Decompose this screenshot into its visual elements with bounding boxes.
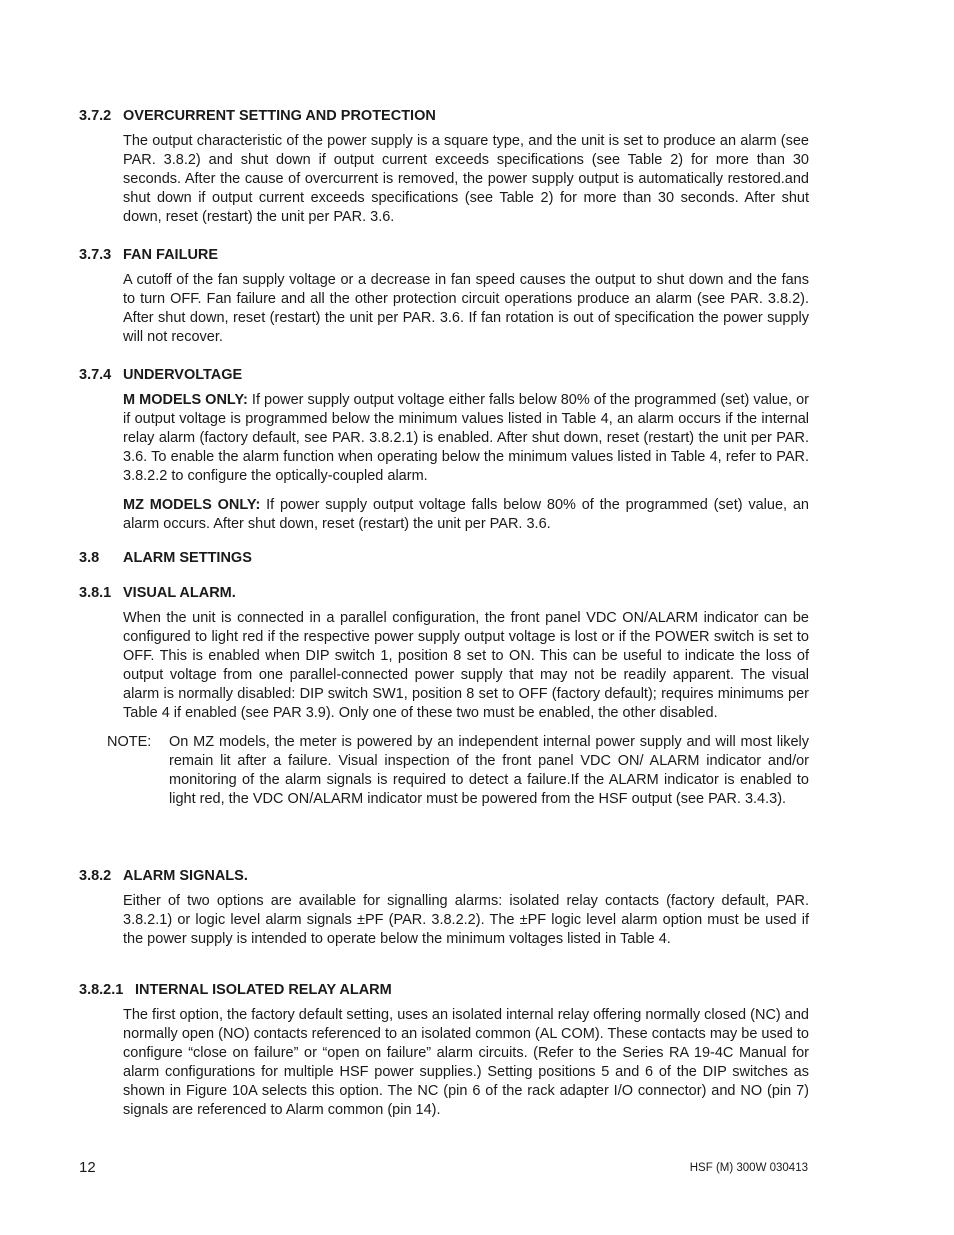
section-number: 3.7.2 — [79, 108, 112, 124]
section-body — [123, 132, 809, 227]
section-undervoltage — [79, 366, 809, 534]
section-heading — [79, 584, 809, 603]
note-text: On MZ models, the meter is powered by an independent internal power supply and will most likely remain lit after a failure. Visual inspection of the front panel VDC ON/ ALARM indicator and/or monitoring of the alarm signals is required to detect a failure.If the ALARM indicator is enabled to light red, the VDC ON/ALARM indicator must be powered from the HSF output (see PAR. 3.4.3). — [169, 734, 809, 807]
section-heading — [79, 246, 809, 265]
section-body — [123, 391, 809, 534]
paragraph-mz-models — [123, 496, 809, 534]
paragraph: Either of two options are available for signalling alarms: isolated relay contacts (factory default, PAR. 3.8.2.1) or logic level alarm signals ±PF (PAR. 3.8.2.2). The ±PF logic level alarm option must be used if the power supply is intended to operate below the minimum voltages listed in Table 4. — [123, 893, 809, 947]
section-title: UNDERVOLTAGE — [123, 367, 243, 383]
page-number: 12 — [79, 1159, 96, 1176]
section-number: 3.8.1 — [79, 585, 112, 601]
section-heading — [79, 549, 809, 568]
lead-m-models: M MODELS ONLY: — [123, 392, 248, 408]
section-number: 3.7.3 — [79, 247, 112, 263]
section-heading — [79, 981, 809, 1000]
section-internal-relay-alarm — [79, 981, 809, 1120]
document-code: HSF (M) 300W 030413 — [689, 1162, 808, 1174]
paragraph: The first option, the factory default setting, uses an isolated internal relay offering normally closed (NC) and normally open (NO) contacts referenced to an isolated common (AL COM). These contacts may be used to configure “close on failure” or “open on failure” alarm circuits. (Refer to the Series RA 19-4C Manual for alarm configurations for multiple HSF power supplies.) Setting positions 5 and 6 of the DIP switches as shown in Figure 10A selects this option. The NC (pin 6 of the rack adapter I/O connector) and NO (pin 7) signals are referenced to Alarm common (pin 14). — [123, 1007, 809, 1118]
section-title: INTERNAL ISOLATED RELAY ALARM — [135, 982, 392, 998]
section-fan-failure — [79, 246, 809, 347]
section-body — [123, 609, 809, 723]
section-number: 3.8.2.1 — [79, 982, 124, 998]
section-number: 3.8.2 — [79, 868, 112, 884]
section-overcurrent — [79, 107, 809, 227]
section-heading — [79, 867, 809, 886]
paragraph: A cutoff of the fan supply voltage or a decrease in fan speed causes the output to shut down and the fans to turn OFF. Fan failure and all the other protection circuit operations produce an alarm (see PAR. 3.8.2). After shut down, reset (restart) the unit per PAR. 3.6. If fan rotation is out of specification the power supply will not recover. — [123, 272, 809, 345]
paragraph: When the unit is connected in a parallel configuration, the front panel VDC ON/ALARM indicator can be configured to light red if the respective power supply output voltage is lost or if the POWER switch is set to OFF. This is enabled when DIP switch 1, position 8 set to ON. This can be useful to indicate the loss of output voltage from one parallel-connected power supply that may not be readily apparent. The visual alarm is normally disabled: DIP switch SW1, position 8 set to OFF (factory default); requires minimums per Table 4 if enabled (see PAR 3.9). Only one of these two must be enabled, the other disabled. — [123, 610, 809, 721]
section-number: 3.7.4 — [79, 367, 112, 383]
section-title: ALARM SETTINGS — [123, 550, 252, 566]
section-visual-alarm — [79, 584, 809, 809]
paragraph-m-models — [123, 391, 809, 486]
section-number: 3.8 — [79, 550, 100, 566]
section-alarm-settings — [79, 549, 809, 568]
section-title: FAN FAILURE — [123, 247, 219, 263]
paragraph-text: If power supply output voltage falls below 80% of the programmed (set) value, an alarm occurs. After shut down, reset (restart) the unit per PAR. 3.6. — [123, 497, 809, 532]
note-label: NOTE: — [107, 734, 152, 750]
section-body — [123, 1006, 809, 1120]
section-heading — [79, 366, 809, 385]
section-alarm-signals — [79, 867, 809, 949]
section-body — [123, 271, 809, 347]
section-title: VISUAL ALARM. — [123, 585, 236, 601]
section-heading — [79, 107, 809, 126]
note — [107, 733, 809, 809]
section-title: ALARM SIGNALS. — [123, 868, 248, 884]
section-title: OVERCURRENT SETTING AND PROTECTION — [123, 108, 436, 124]
section-body — [123, 892, 809, 949]
paragraph: The output characteristic of the power supply is a square type, and the unit is set to produce an alarm (see PAR. 3.8.2) and shut down if output current exceeds specifications (see Table 2) for more than 30 seconds. After the cause of overcurrent is removed, the power supply output is automatically restored.and shut down if output current exceeds specifications (see Table 2) for more than 30 seconds. After shut down, reset (restart) the unit per PAR. 3.6. — [123, 133, 809, 225]
paragraph-text: If power supply output voltage either falls below 80% of the programmed (set) value, or if output voltage is programmed below the minimum values listed in Table 4, an alarm occurs if the internal relay alarm (factory default, see PAR. 3.8.2.1) is enabled. After shut down, reset (restart) the unit per PAR. 3.6. To enable the alarm function when operating below the minimum values listed in Table 4, refer to PAR. 3.8.2.2 to configure the optically-coupled alarm. — [123, 392, 809, 484]
lead-mz-models: MZ MODELS ONLY: — [123, 497, 261, 513]
